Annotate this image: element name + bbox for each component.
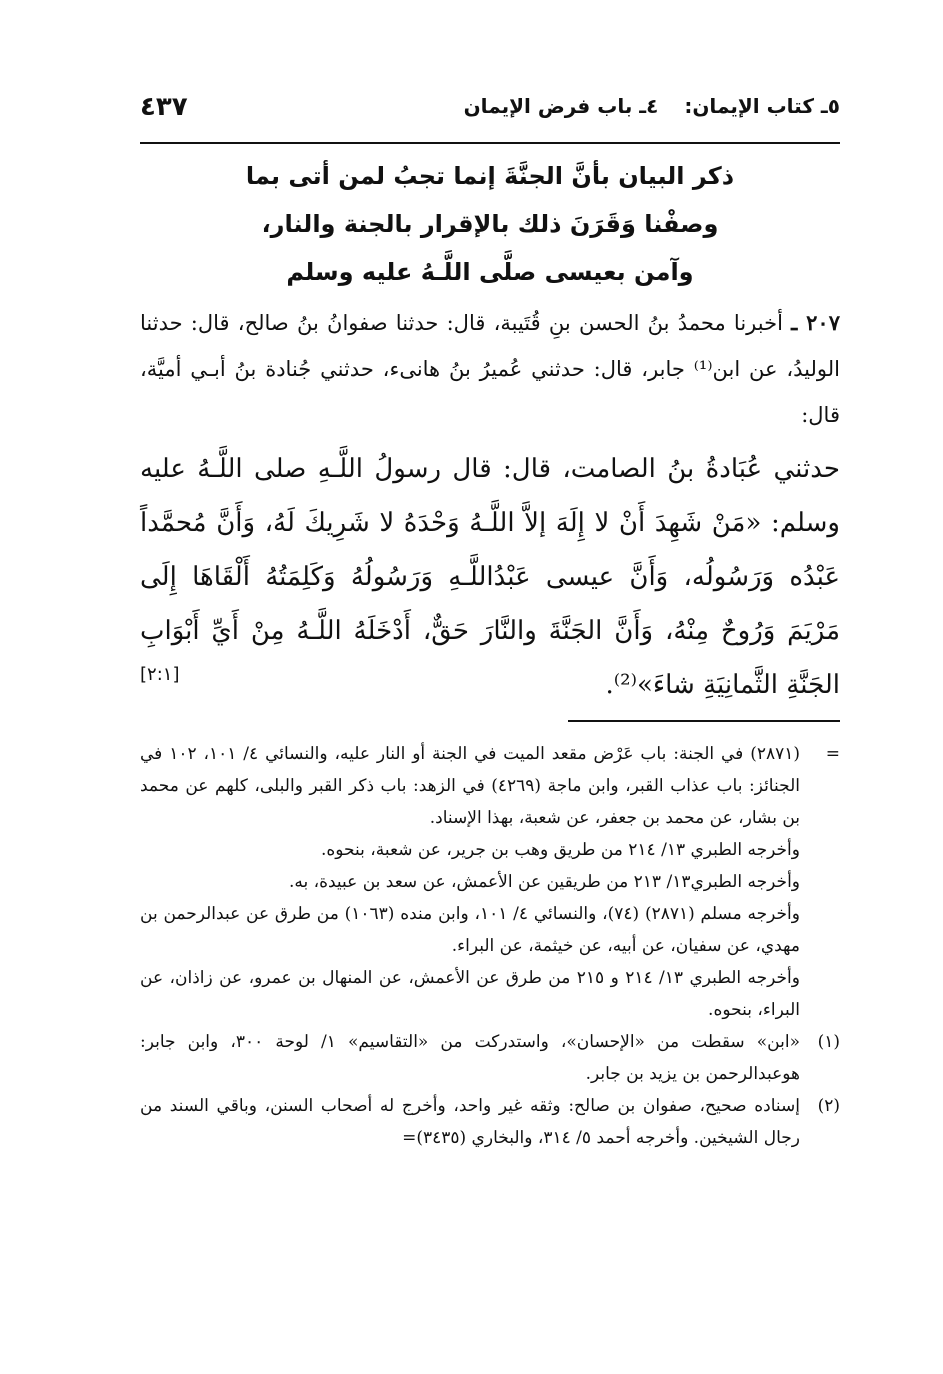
- footnote-paragraph: «ابن» سقطت من «الإحسان»، واستدركت من «التقاسيم» ١/ لوحة ٣٠٠، وابن جابر: هوعبدالرحمن بن يزيد بن جابر.: [140, 1032, 800, 1084]
- page-header: [140, 88, 840, 132]
- chapter-name: ٤ـ باب فرض الإيمان: [463, 94, 659, 118]
- footnotes: [140, 738, 840, 1154]
- section-title-line: ذكر البيان بأنَّ الجنَّةَ إنما تجبُ لمن أتى بما: [245, 162, 735, 190]
- footnote-continuation: [140, 738, 840, 1026]
- book-name: ٥ـ كتاب الإيمان:: [684, 94, 840, 118]
- footnote-paragraph: وأخرجه الطبري١٣/ ٢١٣ من طريقين عن الأعمش، عن سعد بن عبيدة، به.: [288, 872, 800, 892]
- reference-code: [٢:١]: [140, 664, 180, 685]
- footnote-paragraph: وأخرجه مسلم (٢٨٧١) (٧٤)، والنسائي ٤/ ١٠١، وابن منده (١٠٦٣) من طرق عن عبدالرحمن بن مهدي، عن سفيان، عن أبيه، عن خيثمة، عن البراء.: [140, 904, 800, 956]
- footnote-rule: [568, 720, 840, 722]
- footnote-mark: (١): [817, 1032, 840, 1052]
- section-title-line: وآمن بعيسى صلَّى اللَّـهُ عليه وسلم: [286, 258, 694, 286]
- hadith-matn: حدثني عُبَادةُ بنُ الصامت، قال: قال رسولُ اللَّـهِ صلى اللَّـهُ عليه وسلم: «مَنْ شَهِدَ أَنْ لا إِلَهَ إلاَّ اللَّـهُ وَحْدَهُ لا شَرِيكَ لَهُ، وَأَنَّ مُحمَّداً عَبْدُه وَرَسُولُه، وَأَنَّ عيسى عَبْدُاللَّـهِ وَرَسُولُهُ وَكَلِمَتُهُ أَلْقَاهَا إِلَى مَرْيَمَ وَرُوحٌ مِنْهُ، وَأَنَّ الجَنَّةَ والنَّارَ حَقٌّ، أَدْخَلَهُ اللَّـهُ مِنْ أَيِّ أَبْوَابِ الجَنَّةِ الثَّمانِيَةِ شاءَ»⁽²⁾.: [140, 454, 840, 700]
- footnote-mark: =: [825, 744, 840, 764]
- footnote-paragraph: (٢٨٧١) في الجنة: باب عَرْض مقعد الميت في الجنة أو النار عليه، والنسائي ٤/ ١٠١، ١٠٢ في الجنائز: باب عذاب القبر، وابن ماجة (٤٢٦٩) في الزهد: باب ذكر القبر والبلى، كلهم عن محمد بن بشار، عن محمد بن جعفر، عن شعبة، بهذا الإسناد.: [140, 744, 800, 828]
- page-number: ٤٣٧: [140, 92, 188, 122]
- hadith-number: ٢٠٧ ـ: [791, 310, 840, 335]
- running-head: [464, 94, 840, 118]
- footnote-2: [140, 1090, 840, 1154]
- footnote-1: [140, 1026, 840, 1090]
- hadith-isnad: [140, 300, 840, 438]
- section-title: [170, 152, 810, 296]
- isnad-text: أخبرنا محمدُ بنُ الحسن بنِ قُتَيبة، قال: حدثنا صفوانُ بنُ صالح، قال: حدثنا الوليدُ، عن ابن⁽¹⁾ جابر، قال: حدثني عُميرُ بنُ هانىء، حدثني جُنادة بنُ أبـي أميَّة، قال:: [140, 311, 840, 427]
- footnote-paragraph: إسناده صحيح، صفوان بن صالح: وثقه غير واحد، وأخرج له أصحاب السنن، وباقي السند من رجال الشيخين. وأخرجه أحمد ٥/ ٣١٤، والبخاري (٣٤٣٥)=: [140, 1096, 800, 1148]
- footnote-paragraph: وأخرجه الطبري ١٣/ ٢١٤ من طريق وهب بن جرير، عن شعبة، بنحوه.: [320, 840, 800, 860]
- footnote-mark: (٢): [817, 1096, 840, 1116]
- footnote-paragraph: وأخرجه الطبري ١٣/ ٢١٤ و ٢١٥ من طرق عن الأعمش، عن المنهال بن عمرو، عن زاذان، عن البراء، بنحوه.: [140, 968, 800, 1020]
- header-rule: [140, 142, 840, 144]
- section-title-line: وصفْنا وَقَرَنَ ذلك بالإقرار بالجنة والنار،: [261, 210, 719, 238]
